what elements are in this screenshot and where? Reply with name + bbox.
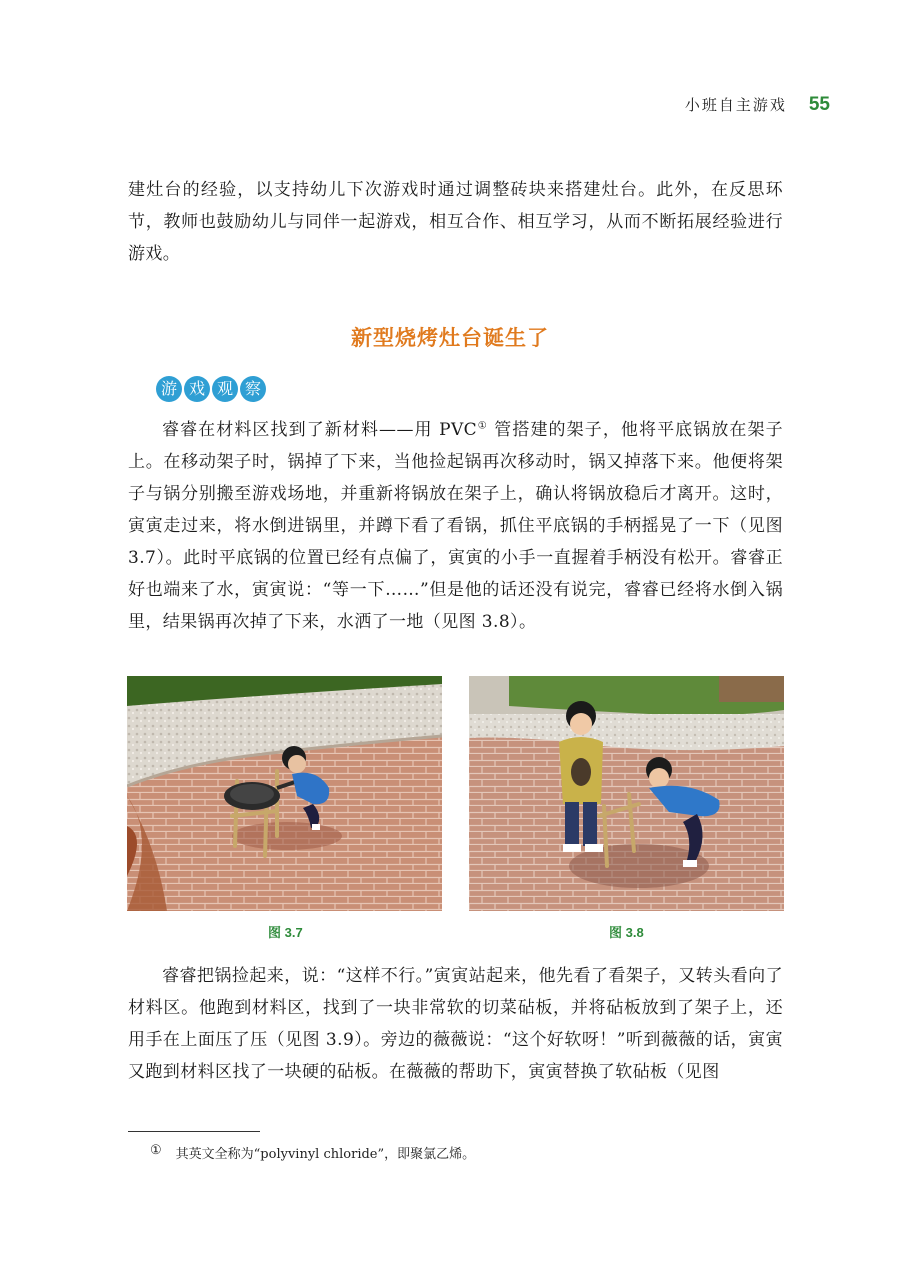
continuation-paragraph: 睿睿把锅捡起来，说：“这样不行。”寅寅站起来，他先看了看架子，又转头看向了材料区。他跑到材料区，找到了一块非常软的切菜砧板，并将砧板放到了架子上，还用手在上面压了压（见图 3.9）。旁边的薇薇说：“这个好软呀！”听到薇薇的话，寅寅又跑到材料区找了一块硬的砧板。在薇薇的帮助下，寅寅替换了软砧板（见图 bbox=[128, 966, 783, 1082]
tag-char: 观 bbox=[212, 376, 238, 402]
observation-text-part1: 睿睿在材料区找到了新材料——用 PVC bbox=[162, 420, 478, 440]
intro-paragraph-block bbox=[128, 174, 783, 270]
figure-3-8-caption: 图 3.8 bbox=[609, 925, 644, 940]
tag-char: 戏 bbox=[184, 376, 210, 402]
footnote-text: 其英文全称为“polyvinyl chloride”，即聚氯乙烯。 bbox=[175, 1147, 476, 1162]
footnote-mark: ① bbox=[150, 1143, 162, 1158]
footnote-reference: ① bbox=[477, 420, 488, 432]
running-title: 小班自主游戏 bbox=[684, 96, 787, 114]
photo-two-children-water-spill bbox=[469, 676, 784, 911]
figure-3-7-caption: 图 3.7 bbox=[268, 925, 303, 940]
intro-paragraph: 建灶台的经验，以支持幼儿下次游戏时通过调整砖块来搭建灶台。此外，在反思环节，教师也鼓励幼儿与同伴一起游戏，相互合作、相互学习，从而不断拓展经验进行游戏。 bbox=[128, 180, 783, 264]
page-number: 55 bbox=[808, 94, 830, 115]
tag-char: 察 bbox=[240, 376, 266, 402]
continuation-block bbox=[128, 960, 783, 1088]
observation-tag bbox=[156, 376, 266, 402]
figure-3-7-photo bbox=[127, 676, 442, 911]
photo-child-with-pan-on-rack bbox=[127, 676, 442, 911]
section-title: 新型烧烤灶台诞生了 bbox=[351, 326, 549, 350]
observation-text-part2: 管搭建的架子，他将平底锅放在架子上。在移动架子时，锅掉了下来，当他捡起锅再次移动时，锅又掉落下来。他便将架子与锅分别搬至游戏场地，并重新将锅放在架子上，确认将锅放稳后才离开。这时，寅寅走过来，将水倒进锅里，并蹲下看了看锅，抓住平底锅的手柄摇晃了一下（见图 3.7）。此时平底锅的位置已经有点偏了，寅寅的小手一直握着手柄没有松开。睿睿正好也端来了水，寅寅说：“等一下……”但是他的话还没有说完，睿睿已经将水倒入锅里，结果锅再次掉了下来，水洒了一地（见图 3.8）。 bbox=[128, 420, 783, 632]
tag-char: 游 bbox=[156, 376, 182, 402]
running-head bbox=[685, 94, 830, 116]
footnote bbox=[150, 1143, 475, 1162]
observation-paragraph bbox=[128, 414, 783, 638]
footnote-divider bbox=[128, 1131, 260, 1132]
figure-3-8-photo bbox=[469, 676, 784, 911]
observation-block bbox=[128, 414, 783, 638]
